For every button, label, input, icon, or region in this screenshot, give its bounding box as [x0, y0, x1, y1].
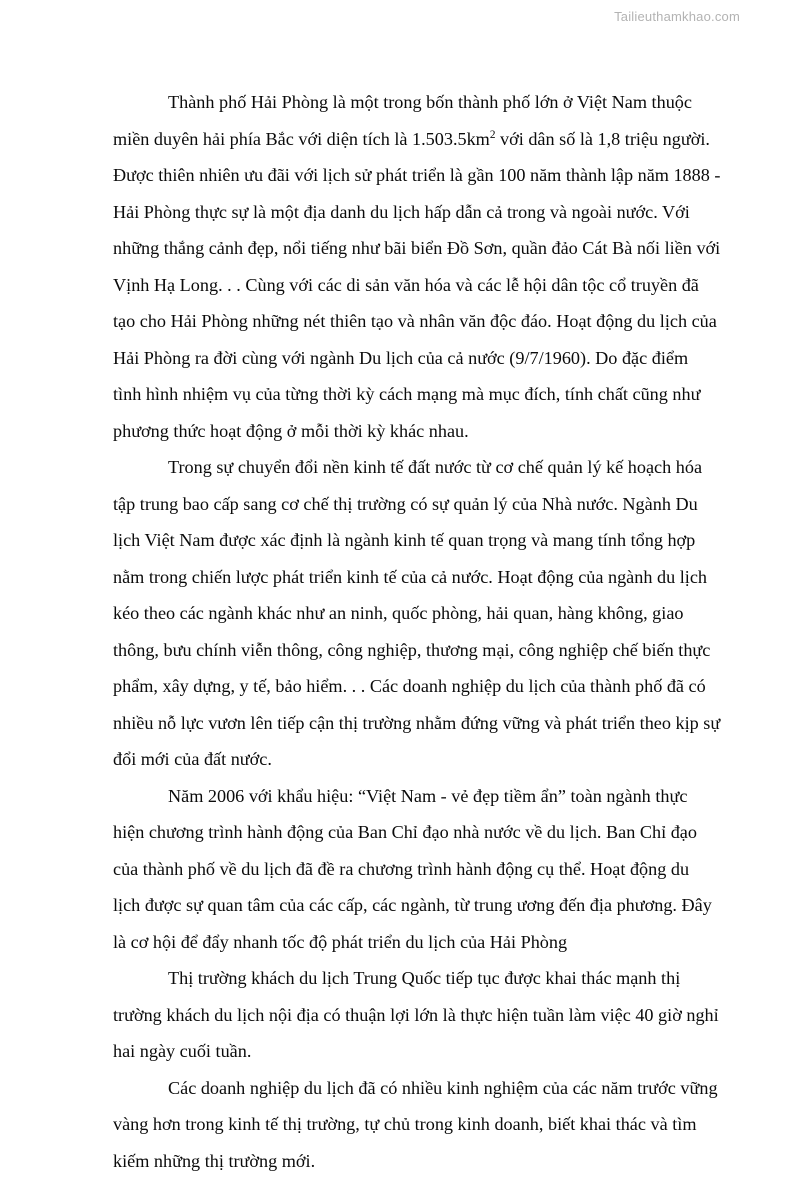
text-line: Thành phố Hải Phòng là một trong bốn thành phố lớn ở Việt Nam thuộc [113, 84, 739, 121]
text-run: miền duyên hải phía Bắc với diện tích là 1.503.5km [113, 129, 490, 149]
text-line: hai ngày cuối tuần. [113, 1033, 739, 1070]
text-line: đổi mới của đất nước. [113, 741, 739, 778]
text-line: trường khách du lịch nội địa có thuận lợi lớn là thực hiện tuần làm việc 40 giờ nghỉ [113, 997, 739, 1034]
paragraph-2 [113, 449, 739, 778]
text-line: Hải Phòng ra đời cùng với ngành Du lịch của cả nước (9/7/1960). Do đặc điểm [113, 340, 739, 377]
text-line: phương thức hoạt động ở mỗi thời kỳ khác nhau. [113, 413, 739, 450]
text-line: hiện chương trình hành động của Ban Chỉ đạo nhà nước về du lịch. Ban Chỉ đạo [113, 814, 739, 851]
text-line: của thành phố về du lịch đã đề ra chương trình hành động cụ thể. Hoạt động du [113, 851, 739, 888]
text-line: Được thiên nhiên ưu đãi với lịch sử phát triển là gần 100 năm thành lập năm 1888 - [113, 157, 739, 194]
paragraph-3 [113, 778, 739, 961]
text-line: tình hình nhiệm vụ của từng thời kỳ cách mạng mà mục đích, tính chất cũng như [113, 376, 739, 413]
text-line: kéo theo các ngành khác như an ninh, quốc phòng, hải quan, hàng không, giao [113, 595, 739, 632]
text-run: với dân số là 1,8 triệu người. [495, 129, 709, 149]
watermark-text: Tailieuthamkhao.com [614, 9, 740, 24]
text-line: Trong sự chuyển đổi nền kinh tế đất nước từ cơ chế quản lý kế hoạch hóa [113, 449, 739, 486]
text-line: kiếm những thị trường mới. [113, 1143, 739, 1179]
text-line: những thắng cảnh đẹp, nổi tiếng như bãi biển Đồ Sơn, quần đảo Cát Bà nối liền với [113, 230, 739, 267]
paragraph-1 [113, 84, 739, 449]
text-line: nhiều nỗ lực vươn lên tiếp cận thị trường nhằm đứng vững và phát triển theo kịp sự [113, 705, 739, 742]
text-line: Thị trường khách du lịch Trung Quốc tiếp tục được khai thác mạnh thị [113, 960, 739, 997]
text-line: phẩm, xây dựng, y tế, bảo hiểm. . . Các doanh nghiệp du lịch của thành phố đã có [113, 668, 739, 705]
text-line: Hải Phòng thực sự là một địa danh du lịch hấp dẫn cả trong và ngoài nước. Với [113, 194, 739, 231]
text-line: Năm 2006 với khẩu hiệu: “Việt Nam - vẻ đẹp tiềm ẩn” toàn ngành thực [113, 778, 739, 815]
text-line: là cơ hội để đẩy nhanh tốc độ phát triển du lịch của Hải Phòng [113, 924, 739, 961]
superscript-area-unit: 2 [490, 128, 496, 140]
text-line: Các doanh nghiệp du lịch đã có nhiều kinh nghiệm của các năm trước vững [113, 1070, 739, 1107]
text-line: tập trung bao cấp sang cơ chế thị trường có sự quản lý của Nhà nước. Ngành Du [113, 486, 739, 523]
text-line: lịch được sự quan tâm của các cấp, các ngành, từ trung ương đến địa phương. Đây [113, 887, 739, 924]
text-line: Vịnh Hạ Long. . . Cùng với các di sản văn hóa và các lễ hội dân tộc cổ truyền đã [113, 267, 739, 304]
document-body [113, 84, 739, 1179]
text-line: nằm trong chiến lược phát triển kinh tế của cả nước. Hoạt động của ngành du lịch [113, 559, 739, 596]
text-line: thông, bưu chính viễn thông, công nghiệp, thương mại, công nghiệp chế biến thực [113, 632, 739, 669]
text-line: vàng hơn trong kinh tế thị trường, tự chủ trong kinh doanh, biết khai thác và tìm [113, 1106, 739, 1143]
text-line: tạo cho Hải Phòng những nét thiên tạo và nhân văn độc đáo. Hoạt động du lịch của [113, 303, 739, 340]
text-line [113, 121, 739, 158]
text-line: lịch Việt Nam được xác định là ngành kinh tế quan trọng và mang tính tổng hợp [113, 522, 739, 559]
paragraph-4 [113, 960, 739, 1070]
paragraph-5 [113, 1070, 739, 1179]
